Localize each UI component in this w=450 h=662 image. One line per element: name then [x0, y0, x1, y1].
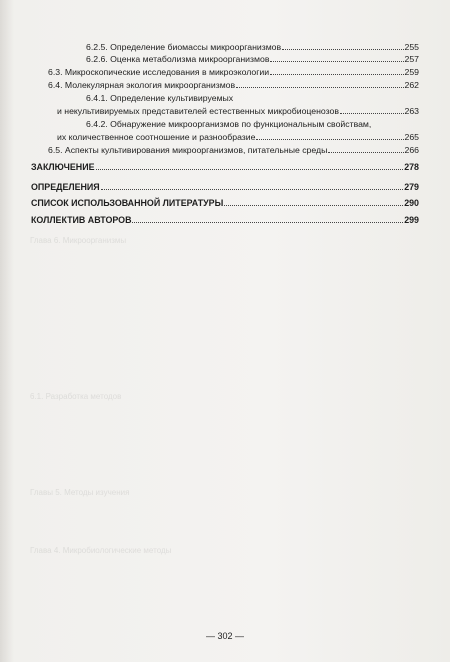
dot-leader	[224, 205, 403, 206]
toc-section[interactable]	[31, 215, 419, 225]
dot-leader	[270, 74, 403, 75]
bleed-through-text: Главы 5. Методы изучения	[30, 488, 130, 497]
toc-entry-page: 263	[404, 106, 419, 116]
dot-leader	[96, 169, 404, 170]
toc-entry-page: 262	[404, 80, 419, 90]
dot-leader	[328, 152, 403, 153]
toc-entry-title: их количественное соотношение и разнообразие	[57, 132, 256, 142]
toc-entry[interactable]	[48, 67, 419, 77]
toc-section[interactable]	[31, 162, 419, 172]
toc-entry-title: и некультивируемых представителей естественных микробиоценозов	[57, 106, 339, 116]
dot-leader	[236, 87, 403, 88]
toc-section-page: 278	[404, 162, 419, 172]
toc-entry-page: 255	[404, 42, 419, 52]
toc-entry-title[interactable]: 6.4.2. Обнаружение микроорганизмов по функциональным свойствам,	[86, 119, 372, 129]
toc-entry-page: 257	[404, 54, 419, 64]
dot-leader	[256, 139, 403, 140]
toc-entry-title: 6.2.5. Определение биомассы микроорганизмов	[86, 42, 282, 52]
toc-entry-page: 259	[404, 67, 419, 77]
bleed-through-text: Глава 4. Микробиологические методы	[30, 546, 172, 555]
toc-section[interactable]	[31, 182, 419, 192]
dot-leader	[282, 49, 403, 50]
page-number: — 302 —	[205, 631, 245, 641]
bleed-through-text: 6.1. Разработка методов	[30, 392, 122, 401]
toc-entry-page: 265	[404, 132, 419, 142]
toc-entry-page: 266	[404, 145, 419, 155]
toc-entry[interactable]	[86, 54, 419, 64]
toc-section-page: 290	[404, 198, 419, 208]
toc-section-title: ОПРЕДЕЛЕНИЯ	[31, 182, 100, 192]
dot-leader	[270, 61, 403, 62]
toc-entry[interactable]	[48, 80, 419, 90]
toc-section-page: 299	[404, 215, 419, 225]
toc-entry-title: 6.2.6. Оценка метаболизма микроорганизмов	[86, 54, 270, 64]
toc-section[interactable]	[31, 198, 419, 208]
dot-leader	[132, 222, 403, 223]
toc-entry-title[interactable]: 6.4.1. Определение культивируемых	[86, 93, 234, 103]
toc-entry-title: 6.4. Молекулярная экология микроорганизмов	[48, 80, 236, 90]
toc-entry-title: 6.5. Аспекты культивирования микроорганизмов, питательные среды	[48, 145, 328, 155]
toc-entry-title: 6.3. Микроскопические исследования в микроэкологии	[48, 67, 270, 77]
toc-entry[interactable]	[57, 106, 419, 116]
dot-leader	[340, 113, 404, 114]
toc-entry[interactable]	[57, 132, 419, 142]
dot-leader	[101, 189, 404, 190]
toc-section-title: ЗАКЛЮЧЕНИЕ	[31, 162, 95, 172]
toc-entry[interactable]	[48, 145, 419, 155]
toc-entry[interactable]	[86, 42, 419, 52]
toc-section-page: 279	[404, 182, 419, 192]
toc-section-title: КОЛЛЕКТИВ АВТОРОВ	[31, 215, 132, 225]
bleed-through-text: Глава 6. Микроорганизмы	[30, 236, 127, 245]
toc-section-title: СПИСОК ИСПОЛЬЗОВАННОЙ ЛИТЕРАТУРЫ	[31, 198, 224, 208]
